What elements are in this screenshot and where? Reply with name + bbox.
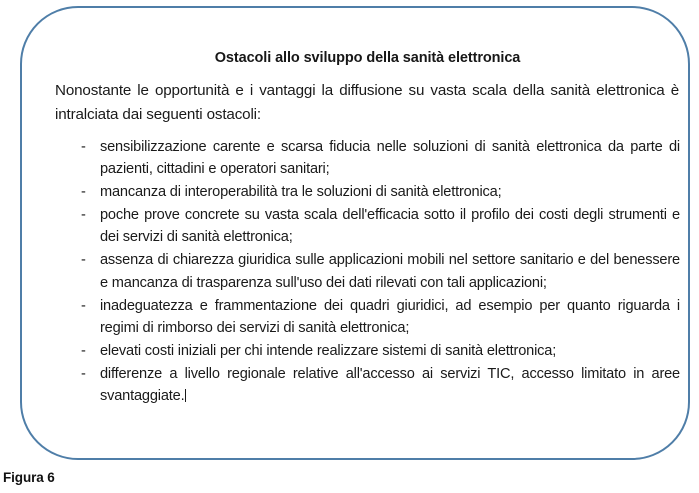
list-item [55, 249, 680, 293]
list-item-text-last [100, 363, 680, 407]
dash-bullet-icon: - [81, 138, 86, 155]
list-item-text: elevati costi iniziali per chi intende realizzare sistemi di sanità elettronica; [100, 343, 557, 360]
dash-bullet-icon: - [81, 343, 86, 360]
list-item [55, 136, 680, 180]
callout-box [20, 6, 690, 460]
callout-content [55, 50, 680, 409]
dash-bullet-icon: - [81, 297, 86, 314]
figure-caption: Figura 6 [3, 470, 55, 485]
list-item-text: assenza di chiarezza giuridica sulle applicazioni mobili nel settore sanitario e del benessere e mancanza di trasparenza sull'uso dei dati rilevati con tali applicazioni; [100, 252, 680, 291]
list-item [55, 363, 680, 407]
list-item-text: mancanza di interoperabilità tra le soluzioni di sanità elettronica; [100, 183, 502, 200]
callout-intro-paragraph: Nonostante le opportunità e i vantaggi la diffusione su vasta scala della sanità elettronica è intralciata dai seguenti ostacoli: [55, 82, 679, 123]
list-item-text: poche prove concrete su vasta scala dell'efficacia sotto il profilo dei costi degli strumenti e dei servizi di sanità elettronica; [100, 207, 680, 246]
callout-title: Ostacoli allo sviluppo della sanità elettronica [214, 50, 521, 66]
list-item [55, 181, 680, 203]
dash-bullet-icon: - [81, 183, 86, 200]
obstacle-list [55, 136, 680, 408]
dash-bullet-icon: - [81, 366, 86, 383]
list-item [55, 295, 680, 339]
list-item-text: inadeguatezza e frammentazione dei quadri giuridici, ad esempio per quanto riguarda i regimi di rimborso dei servizi di sanità elettronica; [100, 297, 680, 336]
list-item [55, 340, 680, 362]
list-item-text: differenze a livello regionale relative all'accesso ai servizi TIC, accesso limitato in aree svantaggiate. [100, 366, 680, 405]
list-item-text: sensibilizzazione carente e scarsa fiducia nelle soluzioni di sanità elettronica da parte di pazienti, cittadini e operatori sanitari; [100, 138, 680, 177]
text-cursor-caret [185, 389, 186, 403]
list-item [55, 204, 680, 248]
dash-bullet-icon: - [81, 252, 86, 269]
dash-bullet-icon: - [81, 207, 86, 224]
